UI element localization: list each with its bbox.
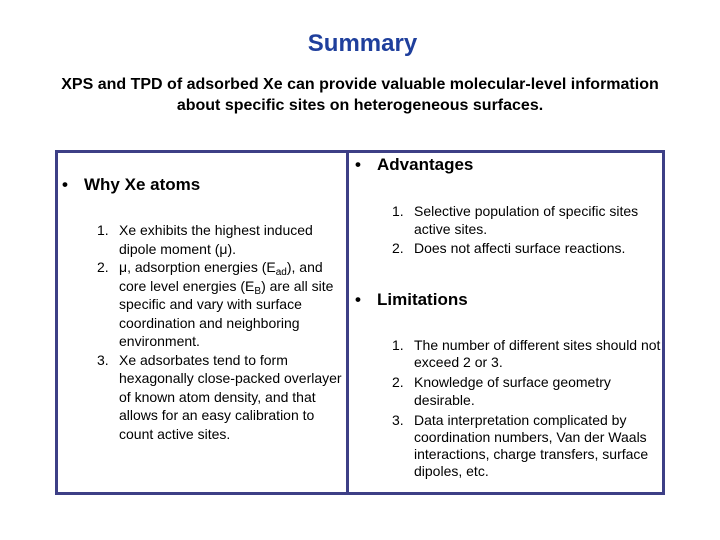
why-xe-list — [97, 221, 347, 443]
list-item: 1. The number of different sites should not exceed 2 or 3. — [392, 337, 661, 371]
bullet-icon: • — [62, 175, 68, 194]
list-item: 1. Selective population of specific sites active sites. — [392, 203, 639, 237]
list-item: 3. Data interpretation complicated by coordination numbers, Van der Waals interactions, charge transfers, surface dipoles, etc. — [392, 411, 649, 480]
limitations-list — [392, 337, 662, 481]
limitations-heading — [355, 290, 468, 310]
list-item: 3. Xe adsorbates tend to form hexagonally close-packed overlayer of known atom density, and that allows for an easy calibration to count active sites. — [97, 351, 342, 442]
bullet-icon: • — [355, 155, 361, 174]
list-item: 2. Knowledge of surface geometry desirable. — [392, 374, 611, 408]
list-item: 2. μ, adsorption energies $(E_{ad})$, and core level energies $(E_B)$ are all site specific and vary with surface coordination and neighboring environment. — [97, 259, 334, 349]
bullet-icon: • — [355, 290, 361, 309]
list-item: 2. Does not affecti surface reactions. — [392, 240, 626, 256]
list-item: 1. Xe exhibits the highest induced dipole moment (μ). — [97, 222, 313, 257]
advantages-list — [392, 203, 662, 258]
limitations-heading-text: Limitations — [377, 290, 468, 309]
page-title: Summary — [307, 30, 418, 57]
why-xe-heading-text: Why Xe atoms — [84, 175, 201, 194]
advantages-heading-text: Advantages — [377, 155, 474, 174]
why-xe-heading — [62, 175, 200, 195]
advantages-heading — [355, 155, 473, 175]
intro-text: XPS and TPD of adsorbed Xe can provide valuable molecular-level information about specific sites on heterogeneous surfaces. — [61, 76, 659, 114]
